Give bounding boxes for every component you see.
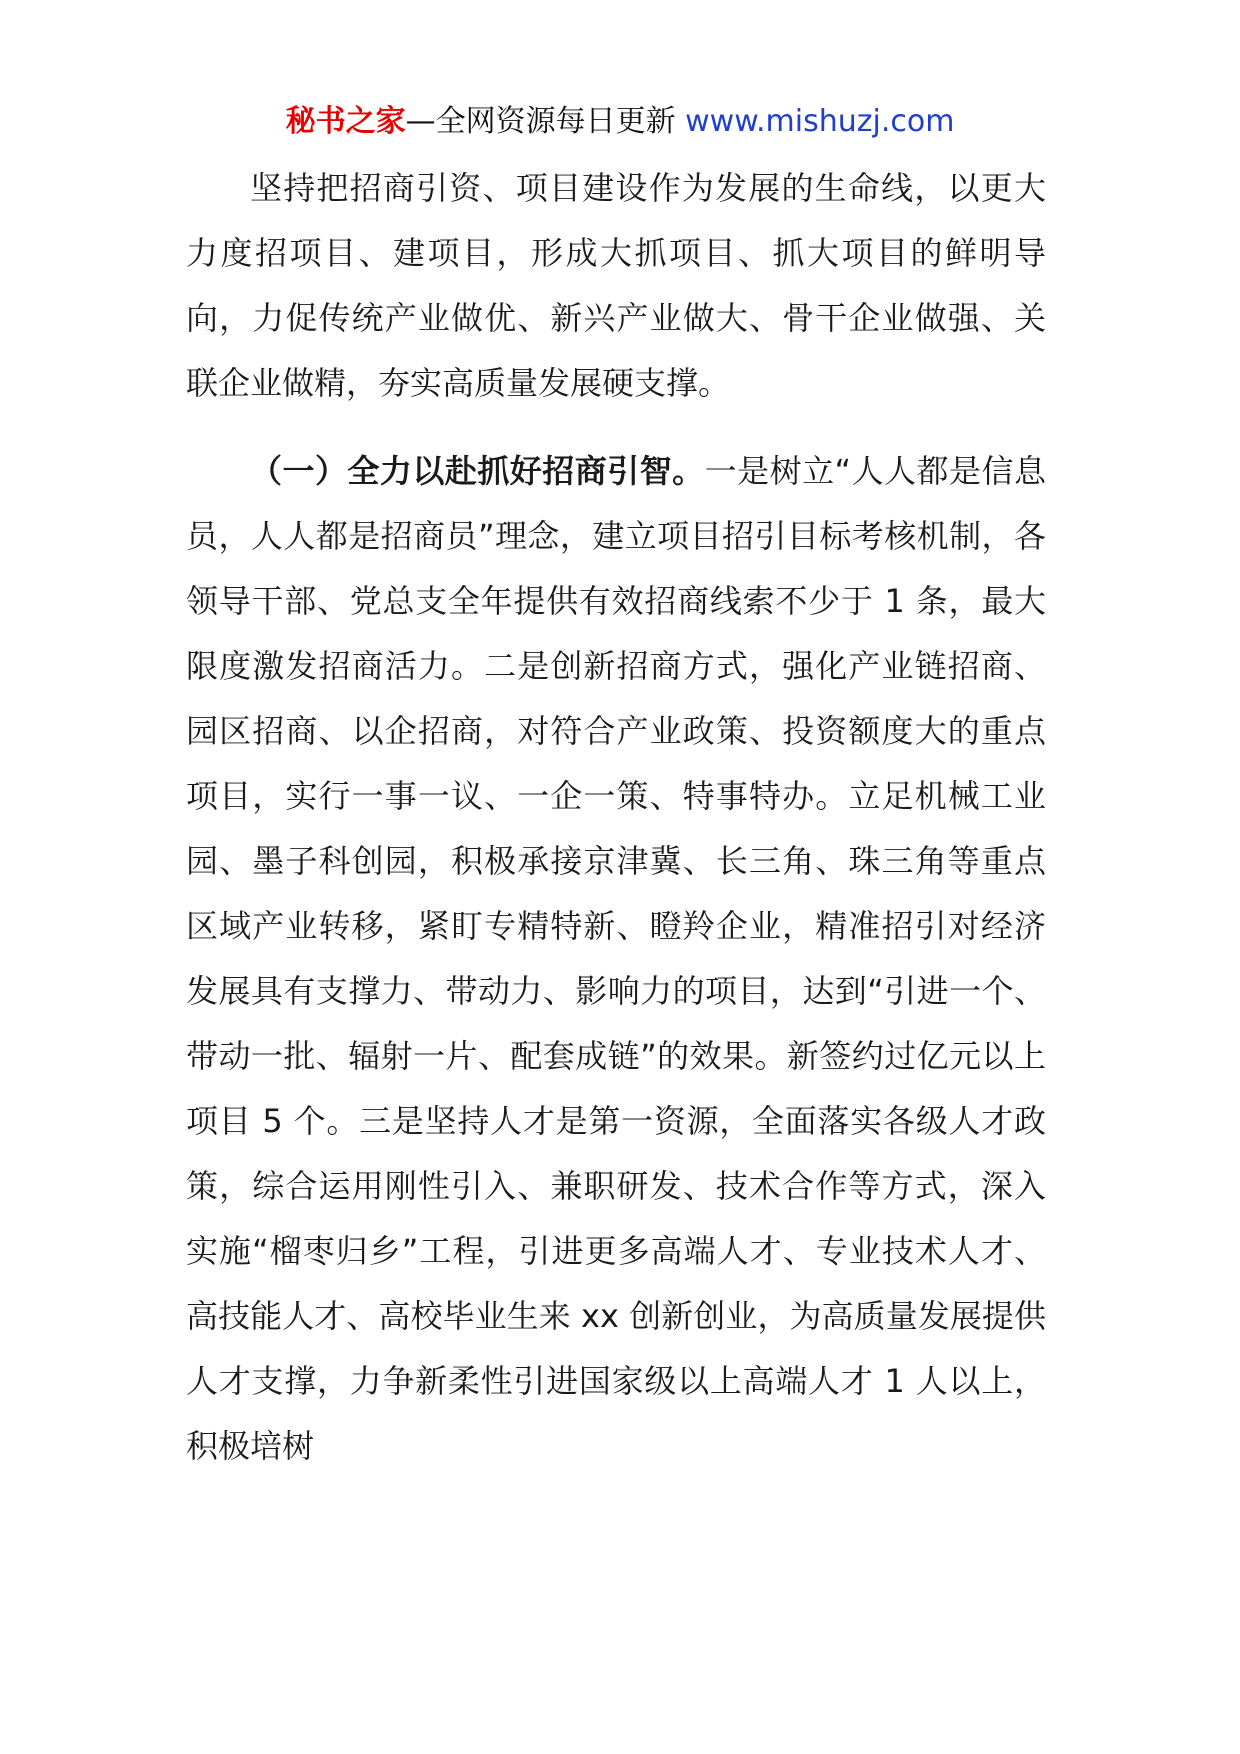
website-link[interactable]: www.mishuzj.com [685, 104, 955, 139]
section-heading: （一）全力以赴抓好招商引智。 [250, 452, 705, 490]
header-tagline: —全网资源每日更新 [405, 104, 676, 139]
paragraph-intro [186, 156, 1046, 416]
paragraph-text: 一是树立“人人都是信息员，人人都是招商员”理念，建立项目招引目标考核机制，各领导干部、党总支全年提供有效招商线索不少于 1 条，最大限度激发招商活力。二是创新招商方式，强化产业链招商、园区招商、以企招商，对符合产业政策、投资额度大的重点项目，实行一事一议、一企一策、特事特办。立足机械工业园、墨子科创园，积极承接京津冀、长三角、珠三角等重点区域产业转移，紧盯专精特新、瞪羚企业，精准招引对经济发展具有支撑力、带动力、影响力的项目，达到“引进一个、带动一批、辐射一片、配套成链”的效果。新签约过亿元以上项目 5 个。三是坚持人才是第一资源，全面落实各级人才政策，综合运用刚性引入、兼职研发、技术合作等方式，深入实施“榴枣归乡”工程，引进更多高端人才、专业技术人才、高技能人才、高校毕业生来 xx 创新创业，为高质量发展提供人才支撑，力争新柔性引进国家级以上高端人才 1 人以上，积极培树 [186, 452, 1046, 1465]
paragraph-text: 坚持把招商引资、项目建设作为发展的生命线，以更大力度招项目、建项目，形成大抓项目、抓大项目的鲜明导向，力促传统产业做优、新兴产业做大、骨干企业做强、关联企业做精，夯实高质量发展硬支撑。 [186, 169, 1046, 402]
document-body [186, 156, 1046, 1479]
paragraph-section-1 [186, 439, 1046, 1479]
page-header [0, 100, 1240, 144]
brand-name: 秘书之家 [285, 104, 406, 139]
